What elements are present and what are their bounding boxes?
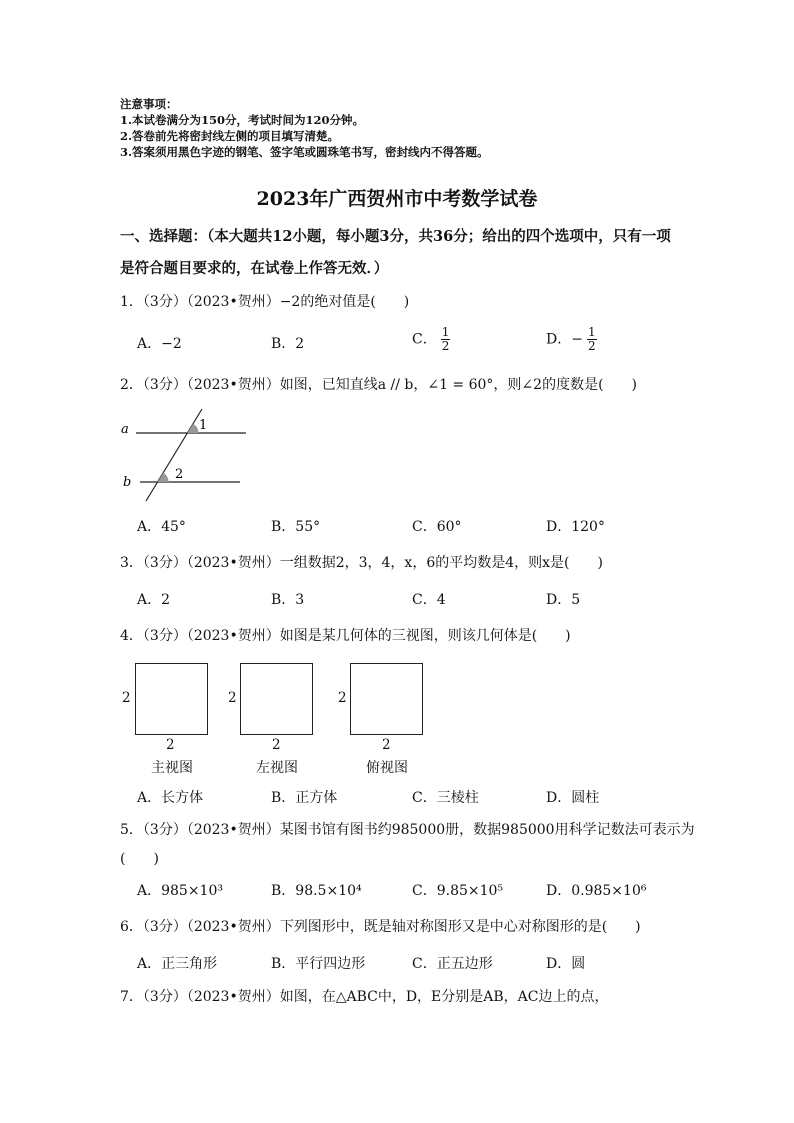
question-2-stem: 2．（3分）（2023•贺州）如图，已知直线a // b，∠1 = 60°，则∠2的度数是( ) xyxy=(120,377,637,393)
notice-item-1: 1.本试卷满分为150分，考试时间为120分钟。 xyxy=(120,113,365,127)
left-view-caption: 左视图 xyxy=(256,760,298,776)
q5-option-c: C．9.85×10⁵ xyxy=(412,883,504,899)
question-5-stem: 5．（3分）（2023•贺州）某图书馆有图书约985000册，数据985000用科学记数法可表示为 xyxy=(120,822,695,838)
q3-option-a: A．2 xyxy=(137,592,171,608)
q4-option-b: B．正方体 xyxy=(271,790,338,806)
front-view-bottom-label: 2 xyxy=(166,737,175,753)
left-view-square xyxy=(240,663,313,735)
question-5-stem-cont: ( ) xyxy=(120,851,159,867)
q1-option-a: A．−2 xyxy=(137,336,182,352)
q2-option-d: D．120° xyxy=(546,519,605,535)
question-6-stem: 6．（3分）（2023•贺州）下列图形中，既是轴对称图形又是中心对称图形的是( ) xyxy=(120,919,641,935)
line-a-label: a xyxy=(121,422,129,437)
q6-option-c: C．正五边形 xyxy=(412,956,493,972)
section-heading-line2: 是符合题目要求的，在试卷上作答无效．） xyxy=(120,260,389,277)
q4-option-a: A．长方体 xyxy=(137,790,204,806)
left-view-bottom-label: 2 xyxy=(272,737,281,753)
q1-option-d-label: D．− xyxy=(546,331,583,348)
q2-option-b: B．55° xyxy=(271,519,321,535)
notice-item-2: 2.答卷前先将密封线左侧的项目填写清楚。 xyxy=(120,129,340,143)
fraction-denominator: 2 xyxy=(587,339,596,353)
parallel-lines-figure xyxy=(118,405,258,505)
top-view-side-label: 2 xyxy=(338,690,347,706)
q4-option-d: D．圆柱 xyxy=(546,790,600,806)
fraction-denominator: 2 xyxy=(441,339,450,353)
q5-option-d: D．0.985×10⁶ xyxy=(546,883,647,899)
exam-title: 2023年广西贺州市中考数学试卷 xyxy=(256,188,538,210)
q4-option-c: C．三棱柱 xyxy=(412,790,479,806)
q5-option-a: A．985×10³ xyxy=(137,883,223,899)
section-heading-line1: 一、选择题：（本大题共12小题，每小题3分，共36分；给出的四个选项中，只有一项 xyxy=(120,228,671,245)
q1-option-d-fraction xyxy=(587,326,597,353)
front-view-side-label: 2 xyxy=(122,690,131,706)
question-1-stem: 1．（3分）（2023•贺州）−2的绝对值是( ) xyxy=(120,294,410,310)
angle-2-mark xyxy=(158,473,169,482)
transversal-line xyxy=(146,409,202,501)
q1-option-c xyxy=(412,326,450,353)
q1-option-d xyxy=(546,326,597,353)
q6-option-d: D．圆 xyxy=(546,956,586,972)
notice-heading: 注意事项： xyxy=(120,97,178,111)
question-3-stem: 3．（3分）（2023•贺州）一组数据2，3，4，x，6的平均数是4，则x是( ) xyxy=(120,555,603,571)
q1-option-b: B．2 xyxy=(271,336,305,352)
q3-option-d: D．5 xyxy=(546,592,581,608)
fraction-numerator: 1 xyxy=(587,325,596,339)
notice-item-3: 3.答案须用黑色字迹的钢笔、签字笔或圆珠笔书写，密封线内不得答题。 xyxy=(120,145,489,159)
fraction-numerator: 1 xyxy=(441,325,450,339)
q3-option-b: B．3 xyxy=(271,592,305,608)
front-view-caption: 主视图 xyxy=(151,760,193,776)
front-view-square xyxy=(135,663,208,735)
question-7-stem: 7．（3分）（2023•贺州）如图，在△ABC中，D，E分别是AB，AC边上的点， xyxy=(120,989,609,1005)
q6-option-b: B．平行四边形 xyxy=(271,956,366,972)
q3-option-c: C．4 xyxy=(412,592,446,608)
q2-option-a: A．45° xyxy=(137,519,186,535)
q1-option-c-fraction xyxy=(441,326,451,353)
q6-option-a: A．正三角形 xyxy=(137,956,218,972)
q1-option-c-label: C． xyxy=(412,331,437,348)
line-b-label: b xyxy=(123,475,132,490)
q5-option-b: B．98.5×10⁴ xyxy=(271,883,362,899)
question-4-stem: 4．（3分）（2023•贺州）如图是某几何体的三视图，则该几何体是( ) xyxy=(120,628,571,644)
angle-1-label: 1 xyxy=(199,418,208,433)
angle-1-mark xyxy=(187,424,198,433)
q2-option-c: C．60° xyxy=(412,519,462,535)
top-view-square xyxy=(350,663,423,735)
left-view-side-label: 2 xyxy=(228,690,237,706)
top-view-caption: 俯视图 xyxy=(366,760,408,776)
angle-2-label: 2 xyxy=(175,467,184,482)
top-view-bottom-label: 2 xyxy=(382,737,391,753)
